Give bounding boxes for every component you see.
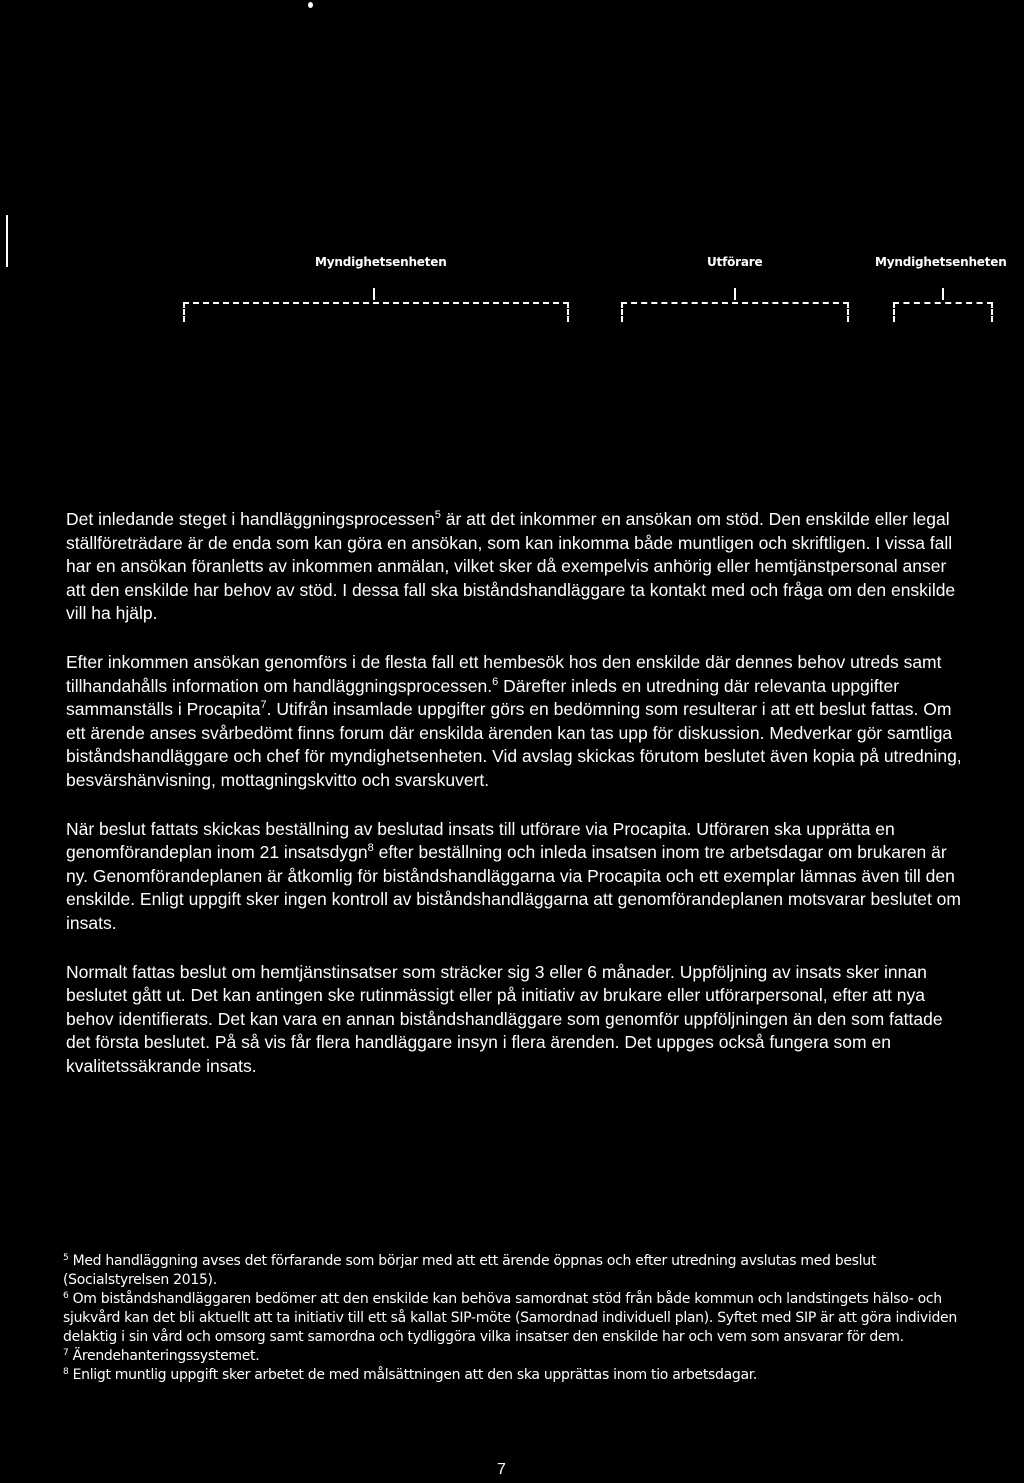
footnote-5 [63, 1252, 963, 1290]
diagram-connector-1 [373, 288, 375, 300]
footnote-ref: 5 [434, 509, 441, 521]
diagram-label-myndighetsenheten-1: Myndighetsenheten [315, 255, 447, 269]
footnote-text: Ärendehanteringssystemet. [68, 1348, 260, 1364]
diagram-connector-3 [942, 288, 944, 300]
footnote-text: Om biståndshandläggaren bedömer att den enskilde kan behöva samordnat stöd från både kommun och landstingets hälso- och sjukvård kan det bli aktuellt att ta initiativ till ett så kallat SIP-möte (Samordnad individuell plan). Syftet med SIP är att göra individen delaktig i sin vård och omsorg samt samordna och tydliggöra vilka insatser den enskilde har och vem som ansvarar för dem. [63, 1291, 957, 1345]
diagram-label-utforare: Utförare [707, 255, 763, 269]
footnote-number: 7 [63, 1348, 69, 1358]
footnote-ref: 7 [260, 699, 267, 712]
footnote-number: 6 [63, 1291, 69, 1301]
diagram-bracket-2 [621, 302, 849, 322]
margin-bar [6, 215, 8, 267]
text-run: efter beställning och inleda insatsen inom tre arbetsdagar om brukaren är ny. Genomförandeplanen är åtkomlig för biståndshandläggarna via Procapita och ett exemplar lämnas även till den enskilde. Enligt uppgift sker ingen kontroll av biståndshandläggarna att genomförandeplanen motsvarar beslutet om insats. [66, 842, 961, 933]
paragraph-3 [66, 818, 966, 936]
footnote-8 [63, 1366, 963, 1385]
text-run: Normalt fattas beslut om hemtjänstinsatser som sträcker sig 3 eller 6 månader. Uppföljning av insats sker innan beslutet gått ut. Det kan antingen ske rutinmässigt eller på initiativ av brukare eller utförarpersonal, efter att nya behov identifierats. Det kan vara en annan biståndshandläggare som genomför uppföljningen än den som fattade det första beslutet. På så vis får flera handläggare insyn i flera ärenden. Det uppges också fungera som en kvalitetssäkrande insats. [66, 961, 943, 1076]
footnote-number: 5 [63, 1253, 69, 1263]
text-run: När beslut fattats skickas beställning av beslutad insats till utförare via Procapita. Utföraren ska upprätta en genomförandeplan inom 21 insatsdygn [66, 818, 895, 863]
footnote-number: 8 [63, 1367, 69, 1377]
footnote-text: Med handläggning avses det förfarande som börjar med att ett ärende öppnas och efter utredning avslutas med beslut (Socialstyrelsen 2015). [63, 1253, 877, 1288]
diagram-bracket-1 [183, 302, 569, 322]
diagram-label-myndighetsenheten-2: Myndighetsenheten [875, 255, 1007, 269]
body-text [66, 508, 966, 1103]
paragraph-4 [66, 961, 966, 1079]
speck-mark [308, 2, 313, 8]
diagram-bracket-3 [893, 302, 993, 322]
text-run: Därefter inleds en utredning där relevanta uppgifter sammanställs i Procapita [66, 675, 900, 720]
diagram-connector-2 [734, 288, 736, 300]
page-number: 7 [497, 1461, 506, 1478]
footnote-7 [63, 1347, 963, 1366]
footnote-6 [63, 1290, 963, 1347]
footnote-ref: 6 [492, 675, 499, 688]
text-run: är att det inkommer en ansökan om stöd. Den enskilde eller legal ställföreträdare är de enda som kan göra en ansökan, som kan inkomma både muntligen och skriftligen. I vissa fall har en ansökan föranletts av inkommen anmälan, vilket sker då exempelvis anhörig eller hemtjänstpersonal anser att den enskilde har behov av stöd. I dessa fall ska biståndshandläggare ta kontakt med och fråga om den enskilde vill ha hjälp. [66, 509, 956, 624]
footnote-text: Enligt muntlig uppgift sker arbetet de med målsättningen att den ska upprättas inom tio arbetsdagar. [68, 1367, 758, 1383]
footnotes [63, 1252, 963, 1385]
text-run: Det inledande steget i handläggningsprocessen [66, 509, 435, 529]
footnote-ref: 8 [367, 842, 374, 855]
text-run: . Utifrån insamlade uppgifter görs en bedömning som resulterar i att ett beslut fattas. Om ett ärende anses svårbedömt finns forum där enskilda ärenden kan tas upp för diskussion. Medverkar gör samtliga biståndshandläggare och chef för myndighetsenheten. Vid avslag skickas förutom beslutet även kopia på utredning, besvärshänvisning, mottagningskvitto och svarskuvert. [66, 699, 962, 790]
paragraph-1 [66, 508, 966, 626]
text-run: Efter inkommen ansökan genomförs i de flesta fall ett hembesök hos den enskilde där dennes behov utreds samt tillhandahålls information om handläggningsprocessen. [66, 651, 942, 696]
paragraph-2 [66, 651, 966, 793]
